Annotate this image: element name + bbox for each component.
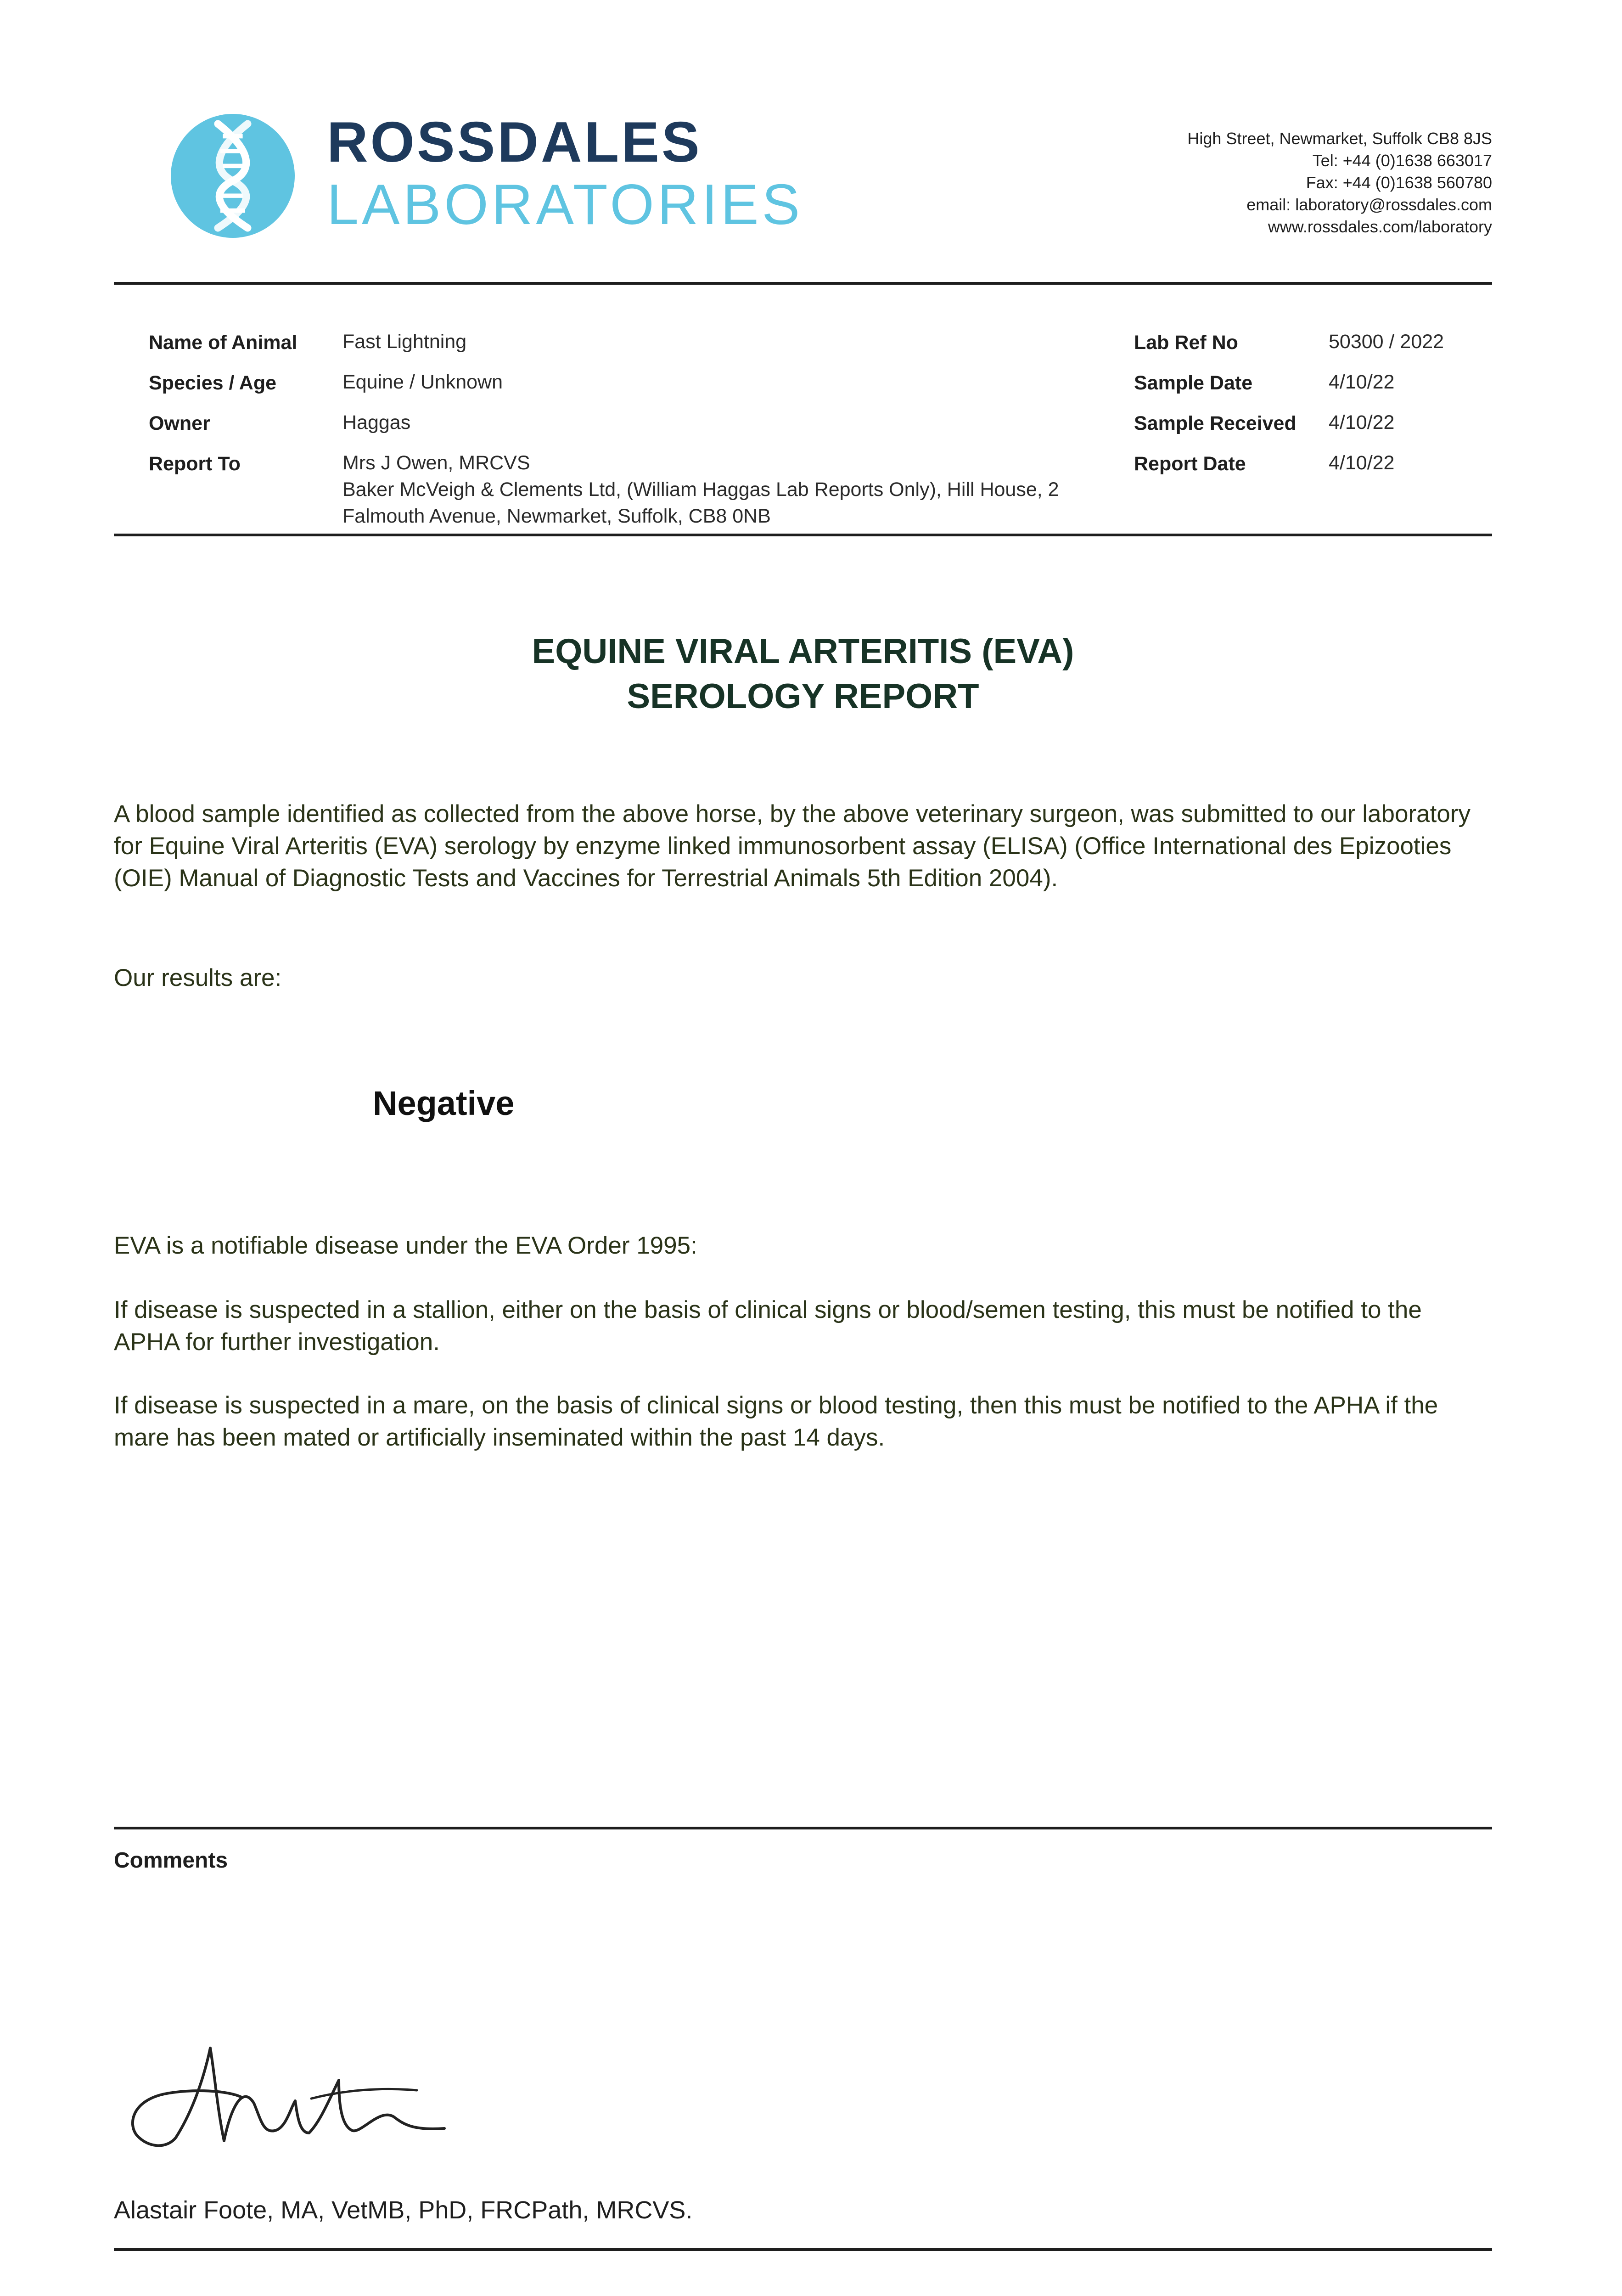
report-to-line: Falmouth Avenue, Newmarket, Suffolk, CB8 0NB [342,505,771,527]
label-lab-ref-no: Lab Ref No [1134,332,1238,354]
value-sample-date: 4/10/22 [1329,371,1395,393]
value-report-date: 4/10/22 [1329,452,1395,474]
report-title-line: SEROLOGY REPORT [627,677,979,716]
brand-name: ROSSDALES [327,111,702,174]
label-owner: Owner [149,412,210,434]
report-title [114,629,1492,719]
report-to-line: Baker McVeigh & Clements Ltd, (William Haggas Lab Reports Only), Hill House, 2 [342,478,1059,501]
label-sample-received: Sample Received [1134,412,1296,434]
result-value: Negative [373,1084,515,1122]
contact-block [1033,128,1492,238]
comments-label: Comments [114,1848,228,1873]
intro-paragraph: A blood sample identified as collected from the above horse, by the above veterinary surgeon, was submitted to our laboratory for Equine Viral Arteritis (EVA) serology by enzyme linked immunosorbent assay (ELISA) (Office International des Epizooties (OIE) Manual of Diagnostic Tests and Vaccines for Terrestrial Animals 5th Edition 2004). [114,800,1470,892]
value-report-to [342,450,1059,529]
report-to-line: Mrs J Owen, MRCVS [342,452,530,474]
contact-fax: Fax: +44 (0)1638 560780 [1306,173,1492,192]
contact-address: High Street, Newmarket, Suffolk CB8 8JS [1187,129,1492,148]
value-lab-ref-no: 50300 / 2022 [1329,331,1444,353]
label-species-age: Species / Age [149,372,277,394]
report-title-line: EQUINE VIRAL ARTERITIS (EVA) [532,632,1074,671]
value-sample-received: 4/10/22 [1329,411,1395,433]
label-report-date: Report Date [1134,453,1246,475]
value-species-age: Equine / Unknown [342,371,503,393]
dna-helix-icon [171,114,295,238]
label-report-to: Report To [149,453,241,475]
notifiable-paragraph: EVA is a notifiable disease under the EVA Order 1995: [114,1232,697,1259]
footer-divider [114,2248,1492,2251]
info-divider [114,534,1492,536]
brand-subtitle: LABORATORIES [327,173,803,236]
contact-website: www.rossdales.com/laboratory [1268,217,1492,236]
results-intro: Our results are: [114,964,282,991]
label-name-of-animal: Name of Animal [149,332,297,354]
mare-paragraph: If disease is suspected in a mare, on the basis of clinical signs or blood testing, then this must be notified to the APHA if the mare has been mated or artificially inseminated within the past 14 days. [114,1392,1438,1451]
signer-name: Alastair Foote, MA, VetMB, PhD, FRCPath, MRCVS. [114,2196,693,2224]
value-owner: Haggas [342,411,411,433]
signature [123,2039,472,2158]
comments-divider [114,1827,1492,1829]
contact-email: email: laboratory@rossdales.com [1246,195,1492,214]
label-sample-date: Sample Date [1134,372,1253,394]
header-divider [114,282,1492,285]
stallion-paragraph: If disease is suspected in a stallion, either on the basis of clinical signs or blood/semen testing, this must be notified to the APHA for further investigation. [114,1296,1422,1356]
contact-tel: Tel: +44 (0)1638 663017 [1312,151,1492,170]
value-name-of-animal: Fast Lightning [342,331,467,353]
